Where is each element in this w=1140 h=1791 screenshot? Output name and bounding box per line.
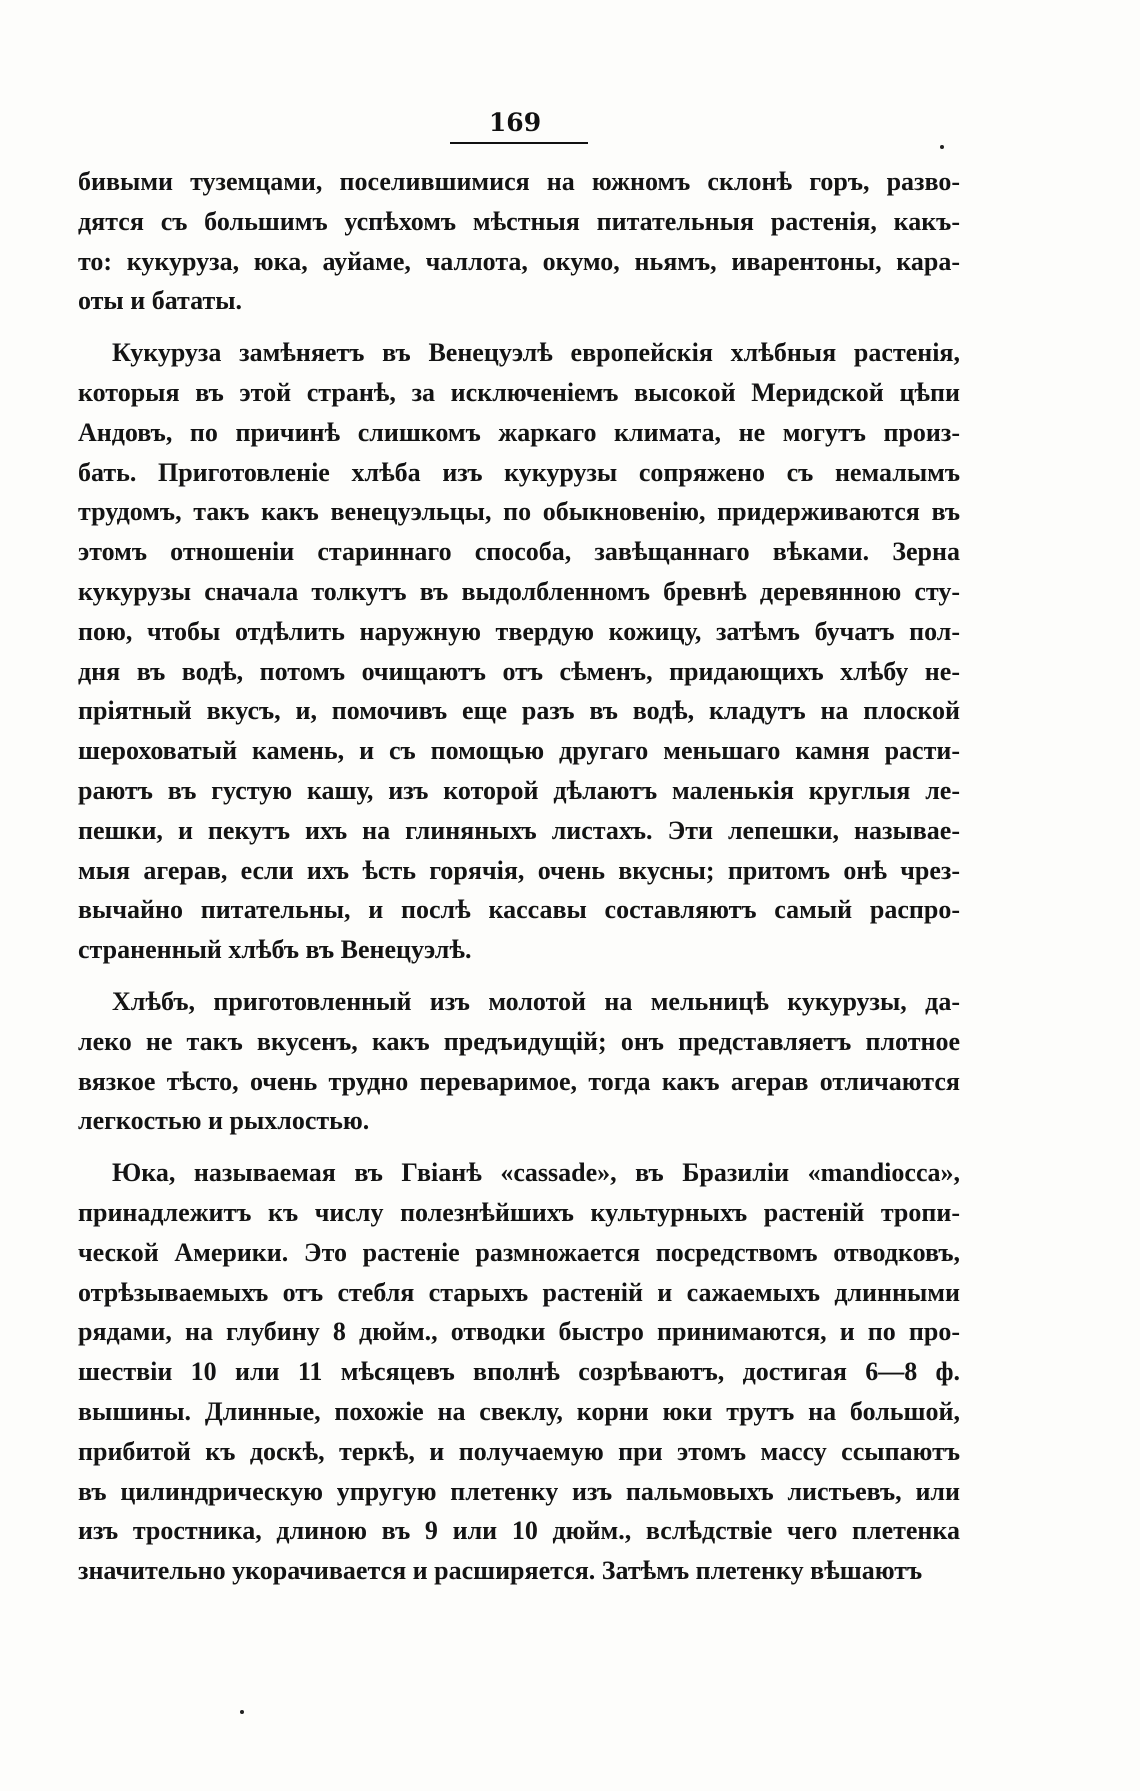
text-line: пріятный вкусъ, и, помочивъ еще разъ въ водѣ, кладутъ на плоской <box>78 696 960 726</box>
header-rule <box>450 142 588 144</box>
text-line: кукурузы сначала толкутъ въ выдолбленномъ бревнѣ деревянною сту- <box>78 576 960 606</box>
paragraph-2 <box>78 333 960 970</box>
print-speck <box>940 145 944 149</box>
text-line: значительно укорачивается и расширяется. Затѣмъ плетенку вѣшаютъ <box>78 1556 923 1586</box>
text-line: шествіи 10 или 11 мѣсяцевъ вполнѣ созрѣваютъ, достигая 6—8 ф. <box>78 1357 960 1387</box>
print-speck <box>240 1710 244 1714</box>
text-line: Андовъ, по причинѣ слишкомъ жаркаго климата, не могутъ произ- <box>78 417 960 447</box>
text-line: бать. Приготовленіе хлѣба изъ кукурузы сопряжено съ немалымъ <box>78 457 960 487</box>
text-line: изъ тростника, длиною въ 9 или 10 дюйм., вслѣдствіе чего плетенка <box>78 1516 960 1546</box>
text-line: Кукуруза замѣняетъ въ Венецуэлѣ европейскія хлѣбныя растенія, <box>112 338 960 368</box>
text-line: дня въ водѣ, потомъ очищаютъ отъ сѣменъ, придающихъ хлѣбу не- <box>78 656 960 686</box>
text-line: Юка, называемая въ Гвіанѣ «cassade», въ Бразиліи «mandiocca», <box>112 1158 960 1188</box>
paragraph-gap <box>78 1141 960 1153</box>
text-line: раютъ въ густую кашу, изъ которой дѣлаютъ маленькія круглыя ле- <box>78 775 960 805</box>
text-line: то: кукуруза, юка, ауйаме, чаллота, окумо, ньямъ, иварентоны, кара- <box>78 246 960 276</box>
text-line: оты и бататы. <box>78 286 243 316</box>
paragraph-1 <box>78 162 960 321</box>
body-text <box>78 162 960 1591</box>
text-line: вычайно питательны, и послѣ кассавы составляютъ самый распро- <box>78 895 960 925</box>
paragraph-gap <box>78 970 960 982</box>
text-line: вышины. Длинные, похожіе на свеклу, корни юки трутъ на большой, <box>78 1396 960 1426</box>
text-line: Хлѣбъ, приготовленный изъ молотой на мельницѣ кукурузы, да- <box>112 986 960 1016</box>
text-line: прибитой къ доскѣ, теркѣ, и получаемую при этомъ массу ссыпаютъ <box>78 1436 960 1466</box>
text-line: трудомъ, такъ какъ венецуэльцы, по обыкновенію, придерживаются въ <box>78 497 960 527</box>
text-line: этомъ отношеніи стариннаго способа, завѣщаннаго вѣками. Зерна <box>78 537 960 567</box>
text-line: бивыми туземцами, поселившимися на южномъ склонѣ горъ, разво- <box>78 167 960 196</box>
page-number: 169 <box>488 108 542 137</box>
text-line: рядами, на глубину 8 дюйм., отводки быстро принимаются, и по про- <box>78 1317 960 1347</box>
paragraph-4 <box>78 1153 960 1591</box>
paragraph-3 <box>78 982 960 1141</box>
text-line: вязкое тѣсто, очень трудно переваримое, тогда какъ агерав отличаются <box>78 1066 960 1096</box>
text-line: пою, чтобы отдѣлить наружную твердую кожицу, затѣмъ бучатъ пол- <box>78 616 960 646</box>
text-line: ческой Америки. Это растеніе размножается посредствомъ отводковъ, <box>78 1237 960 1267</box>
text-line: леко не такъ вкусенъ, какъ предъидущій; онъ представляетъ плотное <box>78 1026 960 1056</box>
text-line: легкостью и рыхлостью. <box>78 1106 370 1136</box>
text-line: страненный хлѣбъ въ Венецуэлѣ. <box>78 935 472 965</box>
text-line: которыя въ этой странѣ, за исключеніемъ высокой Меридской цѣпи <box>78 377 960 407</box>
text-line: отрѣзываемыхъ отъ стебля старыхъ растеній и сажаемыхъ длинными <box>78 1277 960 1307</box>
text-line: дятся съ большимъ успѣхомъ мѣстныя питательныя растенія, какъ- <box>78 206 960 236</box>
text-line: пешки, и пекутъ ихъ на глиняныхъ листахъ. Эти лепешки, называе- <box>78 815 960 845</box>
text-line: принадлежитъ къ числу полезнѣйшихъ культурныхъ растеній тропи- <box>78 1197 960 1227</box>
text-line: шероховатый камень, и съ помощью другаго меньшаго камня расти- <box>78 736 960 766</box>
text-line: мыя агерав, если ихъ ѣсть горячія, очень вкусны; притомъ онѣ чрез- <box>78 855 960 885</box>
text-line: въ цилиндрическую упругую плетенку изъ пальмовыхъ листьевъ, или <box>78 1476 960 1506</box>
paragraph-gap <box>78 321 960 333</box>
